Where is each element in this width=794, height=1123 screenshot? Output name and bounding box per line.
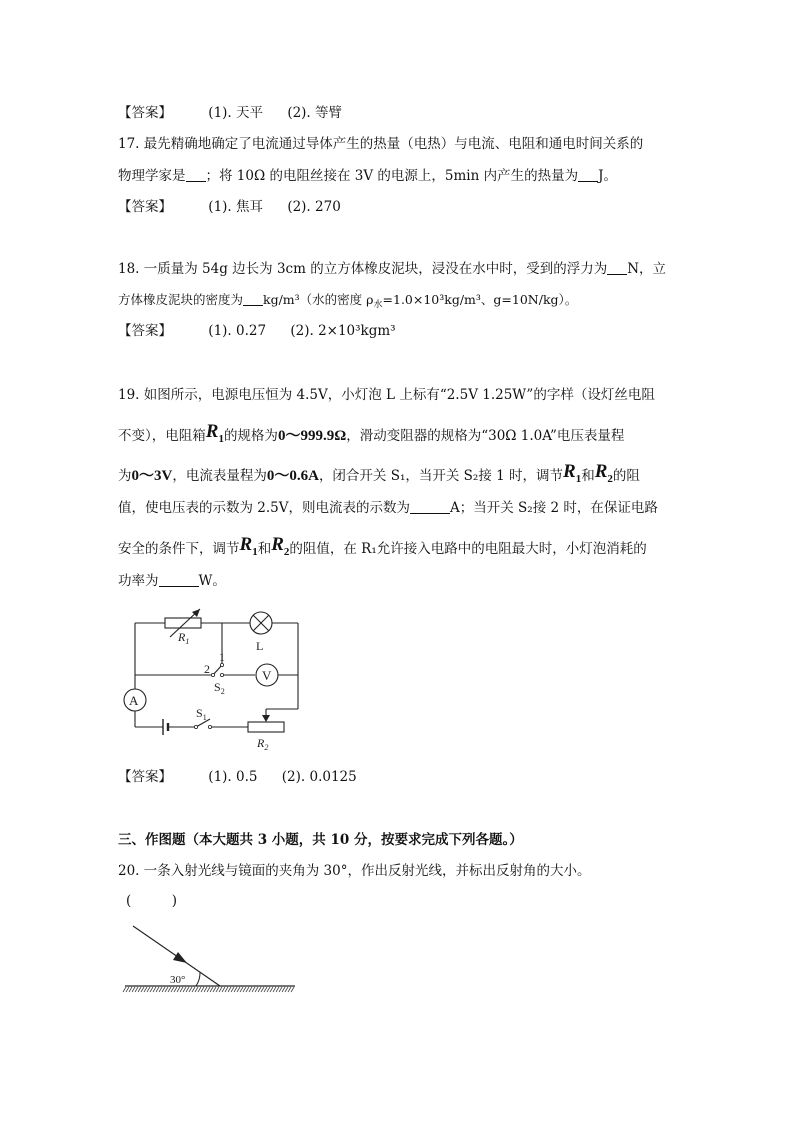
question-19-line-2 <box>118 421 625 452</box>
question-20-line-1: 20. 一条入射光线与镜面的夹角为 30°，作出反射光线，并标出反射角的大小。 <box>118 863 591 879</box>
r2-symbol: $R_2$ <box>594 461 613 485</box>
answer-18 <box>118 321 416 341</box>
switch-s2-blade <box>213 665 222 675</box>
question-19-line-6 <box>118 571 226 591</box>
label-1: 1 <box>219 650 225 664</box>
answer-16 <box>118 103 362 123</box>
question-19-line-3 <box>118 461 640 492</box>
hatch-line <box>207 987 210 992</box>
hatch-line <box>213 987 216 992</box>
hatch-line <box>291 987 294 992</box>
text: 和 <box>581 468 595 484</box>
question-17-line-2 <box>118 166 617 186</box>
answer-1: (1). 0.5 <box>208 769 258 785</box>
question-18-line-1 <box>118 259 666 279</box>
hatch-line <box>285 987 288 992</box>
text: ，滑动变阻器的规格为“30Ω 1.0A”电压表量程 <box>346 428 625 444</box>
section-heading: 三、作图题（本大题共 3 小题，共 10 分，按要求完成下列各题。） <box>118 832 523 848</box>
question-19-line-4 <box>118 498 658 518</box>
hatch-line <box>132 987 135 992</box>
answer-tag: 【答案】 <box>118 323 172 339</box>
hatch-line <box>138 987 141 992</box>
hatch-line <box>237 987 240 992</box>
subscript: 水 <box>373 300 383 310</box>
hatch-line <box>288 987 291 992</box>
hatch-line <box>279 987 282 992</box>
angle-arc <box>196 972 200 986</box>
hatch-line <box>165 987 168 992</box>
text: 方体橡皮泥块的密度为 <box>118 292 244 307</box>
label-r2: $R_2$ <box>257 736 269 752</box>
label-a: A <box>129 693 139 708</box>
hatch-line <box>162 987 165 992</box>
hatch-line <box>267 987 270 992</box>
question-19-line-1: 19. 如图所示，电源电压恒为 4.5V，小灯泡 L 上标有“2.5V 1.25W”的字样（设灯丝电阻 <box>118 387 655 403</box>
text: 的阻值，在 R₁允许接入电路中的电阻最大时，小灯泡消耗的 <box>289 541 647 557</box>
hatch-line <box>231 987 234 992</box>
text: 18. 一质量为 54g 边长为 3cm 的立方体橡皮泥块，浸没在水中时，受到的浮力为 <box>118 261 608 277</box>
blank <box>410 499 450 514</box>
hatch-line <box>168 987 171 992</box>
hatch-line <box>204 987 207 992</box>
label-r1: $R_1$ <box>178 630 190 646</box>
hatch-line <box>129 987 132 992</box>
ray-arrow <box>173 952 187 963</box>
answer-2: (2). 等臂 <box>287 105 343 121</box>
text: 的阻 <box>612 468 640 484</box>
text: 和 <box>257 541 272 557</box>
text: ；将 10Ω 的电阻丝接在 3V 的电源上，5min 内产生的热量为 <box>205 168 579 184</box>
label-v: V <box>262 668 272 683</box>
hatch-line <box>225 987 228 992</box>
text: ，电流表量程为 <box>172 468 267 484</box>
text: 安全的条件下，调节 <box>118 541 240 557</box>
hatch-line <box>192 987 195 992</box>
answer-19 <box>118 767 377 787</box>
text: 功率为 <box>118 573 159 589</box>
hatch-line <box>123 987 126 992</box>
text: ，闭合开关 S₁，当开关 S₂接 1 时，调节 <box>318 468 564 484</box>
hatch-line <box>234 987 237 992</box>
hatch-line <box>255 987 258 992</box>
label-2: 2 <box>204 662 210 676</box>
answer-tag: 【答案】 <box>118 769 172 785</box>
text: 的规格为 <box>223 428 278 444</box>
hatch-line <box>246 987 249 992</box>
range-value: 0～0.6A <box>266 468 319 484</box>
hatch-line <box>273 987 276 992</box>
hatch-line <box>180 987 183 992</box>
answer-1: (1). 0.27 <box>208 323 267 339</box>
hatch-line <box>135 987 138 992</box>
answer-2: (2). 2×10³kgm³ <box>290 323 396 339</box>
slide-rheostat-r2 <box>248 722 284 732</box>
blank <box>607 260 627 275</box>
hatch-line <box>276 987 279 992</box>
hatch-line <box>210 987 213 992</box>
hatch-line <box>141 987 144 992</box>
text: kg/m³（水的密度 ρ <box>263 292 374 307</box>
hatch-line <box>195 987 198 992</box>
r1-symbol: $R_1$ <box>239 534 258 558</box>
hatch-line <box>270 987 273 992</box>
range-value: 0～999.9Ω <box>277 428 347 444</box>
range-value: 0～3V <box>131 468 173 484</box>
text: 不变），电阻箱 <box>118 428 206 444</box>
hatch-line <box>219 987 222 992</box>
hatch-line <box>243 987 246 992</box>
question-18-line-2 <box>118 290 577 315</box>
text: =1.0×10³kg/m³、g=10N/kg）。 <box>382 292 578 307</box>
hatch-line <box>147 987 150 992</box>
text: 物理学家是 <box>118 168 186 184</box>
hatch-line <box>177 987 180 992</box>
hatch-line <box>159 987 162 992</box>
hatch-line <box>198 987 201 992</box>
r2-symbol: $R_2$ <box>271 534 290 558</box>
rheostat-r1 <box>165 618 201 628</box>
hatch-line <box>282 987 285 992</box>
hatch-line <box>264 987 267 992</box>
text: J。 <box>598 168 617 184</box>
mirror-hatching <box>123 987 294 992</box>
hatch-line <box>201 987 204 992</box>
slider-arrow <box>262 715 270 722</box>
text: W。 <box>198 573 226 589</box>
answer-1: (1). 焦耳 <box>208 199 264 215</box>
hatch-line <box>150 987 153 992</box>
label-s1: $S_1$ <box>196 706 207 722</box>
hatch-line <box>189 987 192 992</box>
hatch-line <box>240 987 243 992</box>
label-s2: $S_2$ <box>214 680 225 696</box>
answer-paren: ( ) <box>126 893 178 909</box>
answer-1: (1). 天平 <box>208 105 264 121</box>
question-17-line-1: 17. 最先精确地确定了电流通过导体产生的热量（电热）与电流、电阻和通电时间关系的 <box>118 136 644 152</box>
circuit-diagram <box>118 605 318 755</box>
hatch-line <box>222 987 225 992</box>
label-l: L <box>256 639 264 653</box>
hatch-line <box>183 987 186 992</box>
blank <box>186 167 206 182</box>
hatch-line <box>216 987 219 992</box>
hatch-line <box>171 987 174 992</box>
question-19-line-5 <box>118 534 647 565</box>
angle-label: 30° <box>170 974 186 986</box>
answer-17 <box>118 197 361 217</box>
answer-2: (2). 0.0125 <box>281 769 357 785</box>
hatch-line <box>174 987 177 992</box>
answer-tag: 【答案】 <box>118 199 172 215</box>
hatch-line <box>249 987 252 992</box>
hatch-line <box>252 987 255 992</box>
text: A；当开关 S₂接 2 时，在保证电路 <box>450 500 658 516</box>
hatch-line <box>228 987 231 992</box>
text: N，立 <box>627 261 667 277</box>
answer-2: (2). 270 <box>287 199 341 215</box>
text: 为 <box>118 468 132 484</box>
mirror-diagram <box>120 920 300 1000</box>
r1-symbol: $R_1$ <box>205 421 224 445</box>
blank <box>578 167 598 182</box>
hatch-line <box>126 987 129 992</box>
blank <box>159 572 199 587</box>
hatch-line <box>261 987 264 992</box>
hatch-line <box>144 987 147 992</box>
blank <box>243 291 263 306</box>
hatch-line <box>153 987 156 992</box>
hatch-line <box>186 987 189 992</box>
r1-symbol: $R_1$ <box>563 461 582 485</box>
hatch-line <box>258 987 261 992</box>
hatch-line <box>156 987 159 992</box>
answer-tag: 【答案】 <box>118 105 172 121</box>
text: 值，使电压表的示数为 2.5V，则电流表的示数为 <box>118 500 411 516</box>
